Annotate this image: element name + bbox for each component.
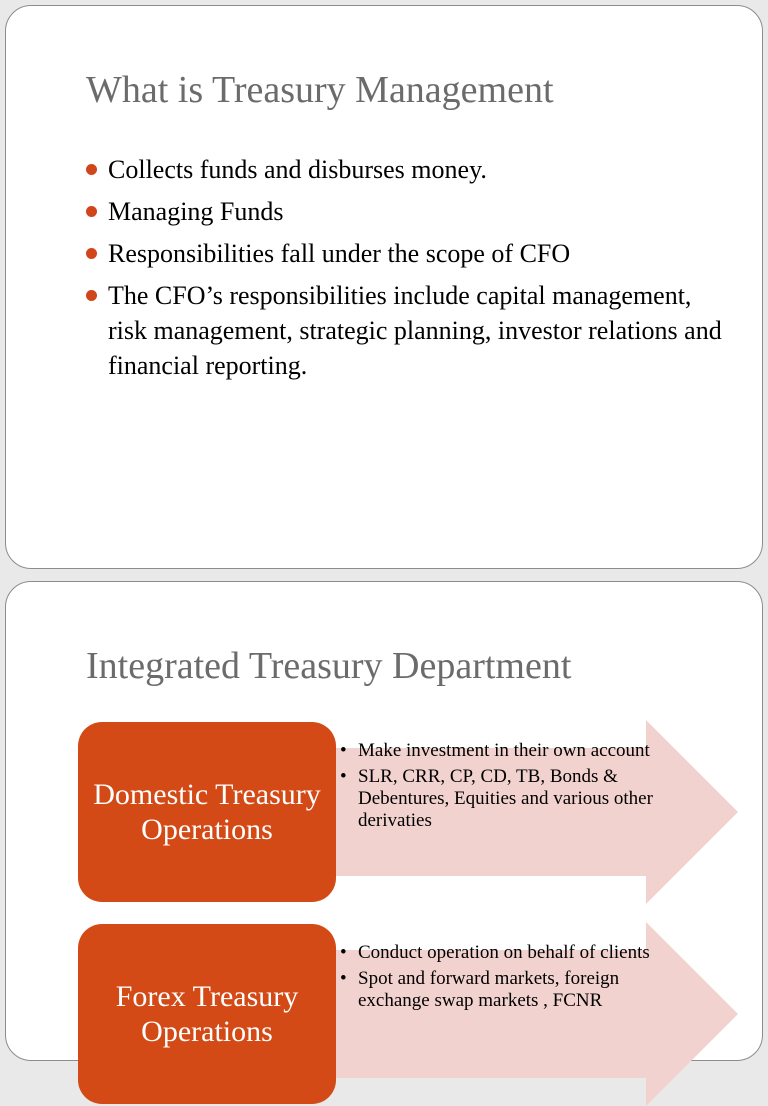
category-box: Domestic Treasury Operations <box>78 722 336 902</box>
treasury-row-forex <box>78 922 738 1106</box>
small-bullet-icon: • <box>340 968 347 989</box>
bullet-item <box>86 236 736 271</box>
bullet-item <box>86 194 736 229</box>
sub-bullet-item <box>338 740 658 762</box>
sub-bullet-item <box>338 942 658 964</box>
bullet-dot-icon <box>86 164 97 175</box>
sub-bullet-text: Spot and forward markets, foreign exchange swap markets , FCNR <box>358 968 620 1011</box>
category-box: Forex Treasury Operations <box>78 924 336 1104</box>
bullet-list <box>86 152 736 390</box>
small-bullet-icon: • <box>340 766 347 787</box>
small-bullet-icon: • <box>340 740 347 761</box>
sub-bullet-list <box>338 942 658 1016</box>
sub-bullet-item <box>338 968 658 1012</box>
slide-what-is-treasury <box>5 5 763 569</box>
bullet-dot-icon <box>86 290 97 301</box>
sub-bullet-text: Make investment in their own account <box>358 740 650 761</box>
treasury-row-domestic <box>78 720 738 904</box>
bullet-item <box>86 278 736 383</box>
slide-title: Integrated Treasury Department <box>86 645 572 687</box>
sub-bullet-item <box>338 766 658 832</box>
small-bullet-icon: • <box>340 942 347 963</box>
bullet-dot-icon <box>86 248 97 259</box>
sub-bullet-text: Conduct operation on behalf of clients <box>358 942 650 963</box>
bullet-text: Responsibilities fall under the scope of CFO <box>108 239 571 268</box>
sub-bullet-text: SLR, CRR, CP, CD, TB, Bonds & Debentures, Equities and various other derivaties <box>358 766 653 831</box>
bullet-text: The CFO’s responsibilities include capital management, risk management, strategic planning, investor relations and financial reporting. <box>108 281 722 380</box>
slide-title: What is Treasury Management <box>86 69 554 111</box>
bullet-text: Collects funds and disburses money. <box>108 155 487 184</box>
slide-integrated-treasury <box>5 581 763 1061</box>
bullet-text: Managing Funds <box>108 197 284 226</box>
bullet-dot-icon <box>86 206 97 217</box>
sub-bullet-list <box>338 740 658 836</box>
bullet-item <box>86 152 736 187</box>
